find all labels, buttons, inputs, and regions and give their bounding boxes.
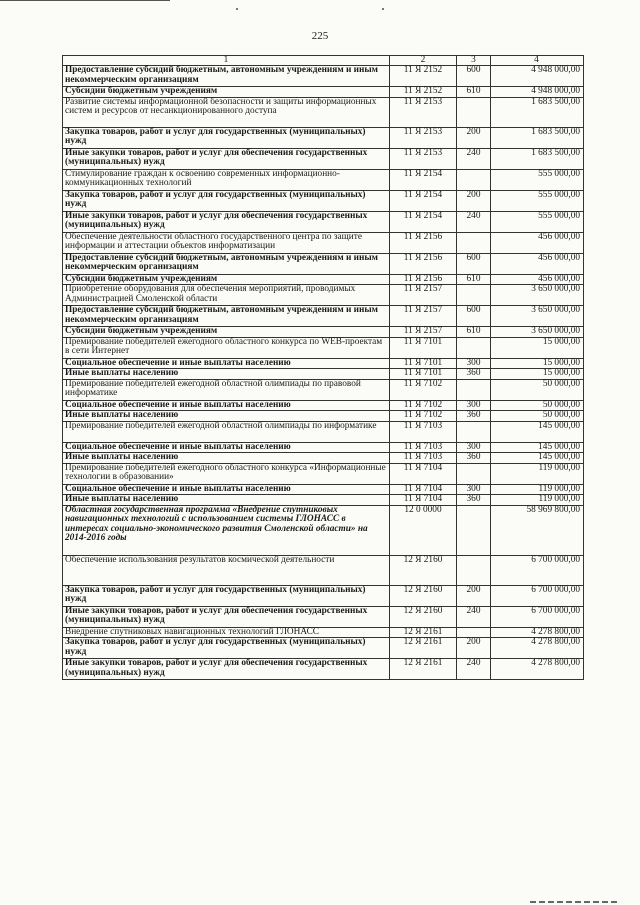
row-name-cell: Приобретение оборудования для обеспечения мероприятий, проводимых Администрацией Смоленской области	[63, 285, 390, 306]
row-name-cell: Социальное обеспечение и иные выплаты населению	[63, 400, 390, 411]
row-name-cell: Развитие системы информационной безопасности и защиты информационных систем и ресурсов от несанкционированного доступа	[63, 97, 390, 127]
table-row	[63, 148, 584, 169]
table-row	[63, 232, 584, 253]
row-code-cell: 11 Я 7104	[390, 484, 457, 495]
row-name-cell: Иные выплаты населению	[63, 453, 390, 464]
row-name-cell: Премирование победителей ежегодного областного конкурса по WEB-проектам в сети Интернет	[63, 337, 390, 358]
row-code-cell: 11 Я 2154	[390, 190, 457, 211]
row-code-cell: 11 Я 2156	[390, 232, 457, 253]
row-amount-cell: 4 278 800,00	[491, 659, 584, 680]
row-amount-cell: 4 278 800,00	[491, 627, 584, 638]
table-row	[63, 421, 584, 442]
row-amount-cell: 15 000,00	[491, 369, 584, 380]
column-header-2: 2	[390, 56, 457, 66]
row-code-cell: 12 Я 2161	[390, 659, 457, 680]
row-code-cell: 11 Я 2153	[390, 127, 457, 148]
row-code-cell: 12 Я 2161	[390, 638, 457, 659]
table-row	[63, 442, 584, 453]
scan-artifact-line	[0, 0, 170, 1]
row-name-cell: Закупка товаров, работ и услуг для государственных (муниципальных) нужд	[63, 585, 390, 606]
row-amount-cell: 6 700 000,00	[491, 555, 584, 585]
row-amount-cell: 15 000,00	[491, 358, 584, 369]
row-name-cell: Предоставление субсидий бюджетным, автономным учреждениям и иным некоммерческим организациям	[63, 66, 390, 87]
row-name-cell: Внедрение спутниковых навигационных технологий ГЛОНАСС	[63, 627, 390, 638]
row-amount-cell: 4 948 000,00	[491, 87, 584, 98]
row-type-cell: 240	[457, 606, 491, 627]
table-header-row	[63, 56, 584, 66]
row-amount-cell: 119 000,00	[491, 495, 584, 506]
row-code-cell: 11 Я 2153	[390, 97, 457, 127]
row-type-cell: 600	[457, 66, 491, 87]
budget-table	[62, 55, 584, 680]
row-name-cell: Предоставление субсидий бюджетным, автономным учреждениям и иным некоммерческим организациям	[63, 306, 390, 327]
row-type-cell	[457, 379, 491, 400]
scan-artifact-dot	[382, 8, 384, 10]
table-row	[63, 505, 584, 555]
row-name-cell: Субсидии бюджетным учреждениям	[63, 274, 390, 285]
row-code-cell: 11 Я 2152	[390, 66, 457, 87]
row-code-cell: 11 Я 2154	[390, 211, 457, 232]
table-row	[63, 585, 584, 606]
table-row	[63, 66, 584, 87]
row-code-cell: 11 Я 2156	[390, 253, 457, 274]
row-amount-cell: 456 000,00	[491, 274, 584, 285]
row-amount-cell: 145 000,00	[491, 421, 584, 442]
row-type-cell	[457, 505, 491, 555]
row-amount-cell: 3 650 000,00	[491, 327, 584, 338]
row-code-cell: 11 Я 7101	[390, 337, 457, 358]
page-number: 225	[311, 30, 329, 42]
table-row	[63, 337, 584, 358]
row-name-cell: Иные выплаты населению	[63, 495, 390, 506]
row-type-cell	[457, 555, 491, 585]
row-type-cell	[457, 337, 491, 358]
row-type-cell: 200	[457, 585, 491, 606]
row-type-cell	[457, 285, 491, 306]
row-type-cell: 240	[457, 659, 491, 680]
row-code-cell: 12 Я 2160	[390, 606, 457, 627]
table-row	[63, 127, 584, 148]
scan-artifact-footer	[530, 901, 620, 903]
row-code-cell: 11 Я 7104	[390, 463, 457, 484]
table-row	[63, 327, 584, 338]
row-amount-cell: 4 278 800,00	[491, 638, 584, 659]
row-amount-cell: 145 000,00	[491, 453, 584, 464]
row-type-cell: 200	[457, 190, 491, 211]
row-name-cell: Социальное обеспечение и иные выплаты населению	[63, 442, 390, 453]
row-name-cell: Иные закупки товаров, работ и услуг для обеспечения государственных (муниципальных) нужд	[63, 211, 390, 232]
table-row	[63, 190, 584, 211]
row-name-cell: Иные закупки товаров, работ и услуг для обеспечения государственных (муниципальных) нужд	[63, 606, 390, 627]
row-name-cell: Субсидии бюджетным учреждениям	[63, 87, 390, 98]
column-header-1: 1	[63, 56, 390, 66]
row-amount-cell: 119 000,00	[491, 484, 584, 495]
row-amount-cell: 15 000,00	[491, 337, 584, 358]
row-amount-cell: 6 700 000,00	[491, 585, 584, 606]
row-code-cell: 11 Я 7104	[390, 495, 457, 506]
row-type-cell: 300	[457, 442, 491, 453]
row-type-cell: 610	[457, 327, 491, 338]
row-code-cell: 11 Я 2153	[390, 148, 457, 169]
row-code-cell: 11 Я 7103	[390, 453, 457, 464]
row-code-cell: 12 0 0000	[390, 505, 457, 555]
row-name-cell: Обеспечение деятельности областного государственного центра по защите информации и аттестации объектов информатизации	[63, 232, 390, 253]
table-row	[63, 484, 584, 495]
column-header-3: 3	[457, 56, 491, 66]
table-row	[63, 87, 584, 98]
row-name-cell: Иные выплаты населению	[63, 369, 390, 380]
row-type-cell	[457, 463, 491, 484]
row-code-cell: 11 Я 2157	[390, 306, 457, 327]
row-name-cell: Областная государственная программа «Внедрение спутниковых навигационных технологий с использованием системы ГЛОНАСС в интересах социально-экономического развития Смоленской области» на 2014-2016 годы	[63, 505, 390, 555]
row-code-cell: 11 Я 2152	[390, 87, 457, 98]
row-name-cell: Закупка товаров, работ и услуг для государственных (муниципальных) нужд	[63, 127, 390, 148]
row-type-cell	[457, 627, 491, 638]
table-row	[63, 463, 584, 484]
table-row	[63, 627, 584, 638]
table-row	[63, 306, 584, 327]
row-type-cell: 200	[457, 638, 491, 659]
row-amount-cell: 119 000,00	[491, 463, 584, 484]
table-row	[63, 379, 584, 400]
row-name-cell: Социальное обеспечение и иные выплаты населению	[63, 358, 390, 369]
row-type-cell: 300	[457, 484, 491, 495]
row-name-cell: Иные выплаты населению	[63, 411, 390, 422]
scan-artifact-dot	[236, 8, 238, 10]
row-amount-cell: 555 000,00	[491, 211, 584, 232]
row-type-cell: 300	[457, 400, 491, 411]
row-amount-cell: 6 700 000,00	[491, 606, 584, 627]
row-type-cell: 360	[457, 495, 491, 506]
row-code-cell: 11 Я 7102	[390, 400, 457, 411]
row-code-cell: 12 Я 2160	[390, 555, 457, 585]
row-code-cell: 12 Я 2161	[390, 627, 457, 638]
row-type-cell: 600	[457, 253, 491, 274]
column-header-4: 4	[491, 56, 584, 66]
row-name-cell: Предоставление субсидий бюджетным, автономным учреждениям и иным некоммерческим организациям	[63, 253, 390, 274]
row-type-cell	[457, 169, 491, 190]
row-name-cell: Закупка товаров, работ и услуг для государственных (муниципальных) нужд	[63, 190, 390, 211]
row-type-cell: 240	[457, 148, 491, 169]
table-row	[63, 169, 584, 190]
row-type-cell: 610	[457, 274, 491, 285]
row-code-cell: 11 Я 2154	[390, 169, 457, 190]
row-code-cell: 11 Я 7101	[390, 358, 457, 369]
row-amount-cell: 1 683 500,00	[491, 148, 584, 169]
table-row	[63, 400, 584, 411]
table-row	[63, 285, 584, 306]
row-code-cell: 12 Я 2160	[390, 585, 457, 606]
row-type-cell: 360	[457, 369, 491, 380]
row-type-cell: 300	[457, 358, 491, 369]
table-row	[63, 369, 584, 380]
row-code-cell: 11 Я 2157	[390, 327, 457, 338]
row-code-cell: 11 Я 7102	[390, 379, 457, 400]
table-row	[63, 453, 584, 464]
row-amount-cell: 3 650 000,00	[491, 285, 584, 306]
row-code-cell: 11 Я 7103	[390, 421, 457, 442]
row-code-cell: 11 Я 7101	[390, 369, 457, 380]
row-type-cell: 360	[457, 453, 491, 464]
row-name-cell: Премирование победителей ежегодной областной олимпиады по правовой информатике	[63, 379, 390, 400]
row-name-cell: Иные закупки товаров, работ и услуг для обеспечения государственных (муниципальных) нужд	[63, 659, 390, 680]
table-row	[63, 358, 584, 369]
row-name-cell: Иные закупки товаров, работ и услуг для обеспечения государственных (муниципальных) нужд	[63, 148, 390, 169]
table-row	[63, 274, 584, 285]
row-amount-cell: 4 948 000,00	[491, 66, 584, 87]
row-amount-cell: 50 000,00	[491, 400, 584, 411]
row-amount-cell: 456 000,00	[491, 253, 584, 274]
row-name-cell: Обеспечение использования результатов космической деятельности	[63, 555, 390, 585]
row-amount-cell: 50 000,00	[491, 379, 584, 400]
row-name-cell: Закупка товаров, работ и услуг для государственных (муниципальных) нужд	[63, 638, 390, 659]
table-row	[63, 606, 584, 627]
row-name-cell: Премирование победителей ежегодной областной олимпиады по информатике	[63, 421, 390, 442]
row-amount-cell: 58 969 800,00	[491, 505, 584, 555]
row-amount-cell: 456 000,00	[491, 232, 584, 253]
row-type-cell: 240	[457, 211, 491, 232]
row-type-cell: 610	[457, 87, 491, 98]
table-row	[63, 411, 584, 422]
table-row	[63, 495, 584, 506]
row-type-cell	[457, 97, 491, 127]
row-type-cell: 360	[457, 411, 491, 422]
row-amount-cell: 3 650 000,00	[491, 306, 584, 327]
row-amount-cell: 1 683 500,00	[491, 127, 584, 148]
row-type-cell: 600	[457, 306, 491, 327]
row-code-cell: 11 Я 2157	[390, 285, 457, 306]
row-name-cell: Социальное обеспечение и иные выплаты населению	[63, 484, 390, 495]
table-row	[63, 211, 584, 232]
row-amount-cell: 145 000,00	[491, 442, 584, 453]
row-code-cell: 11 Я 7102	[390, 411, 457, 422]
row-name-cell: Стимулирование граждан к освоению современных информационно-коммуникационных технологий	[63, 169, 390, 190]
row-name-cell: Субсидии бюджетным учреждениям	[63, 327, 390, 338]
row-amount-cell: 555 000,00	[491, 169, 584, 190]
row-amount-cell: 1 683 500,00	[491, 97, 584, 127]
row-amount-cell: 555 000,00	[491, 190, 584, 211]
row-name-cell: Премирование победителей ежегодного областного конкурса «Информационные технологии в образовании»	[63, 463, 390, 484]
table-row	[63, 253, 584, 274]
row-amount-cell: 50 000,00	[491, 411, 584, 422]
table-row	[63, 97, 584, 127]
row-type-cell: 200	[457, 127, 491, 148]
table-row	[63, 659, 584, 680]
table-row	[63, 555, 584, 585]
row-type-cell	[457, 421, 491, 442]
row-code-cell: 11 Я 7103	[390, 442, 457, 453]
row-type-cell	[457, 232, 491, 253]
table-row	[63, 638, 584, 659]
row-code-cell: 11 Я 2156	[390, 274, 457, 285]
